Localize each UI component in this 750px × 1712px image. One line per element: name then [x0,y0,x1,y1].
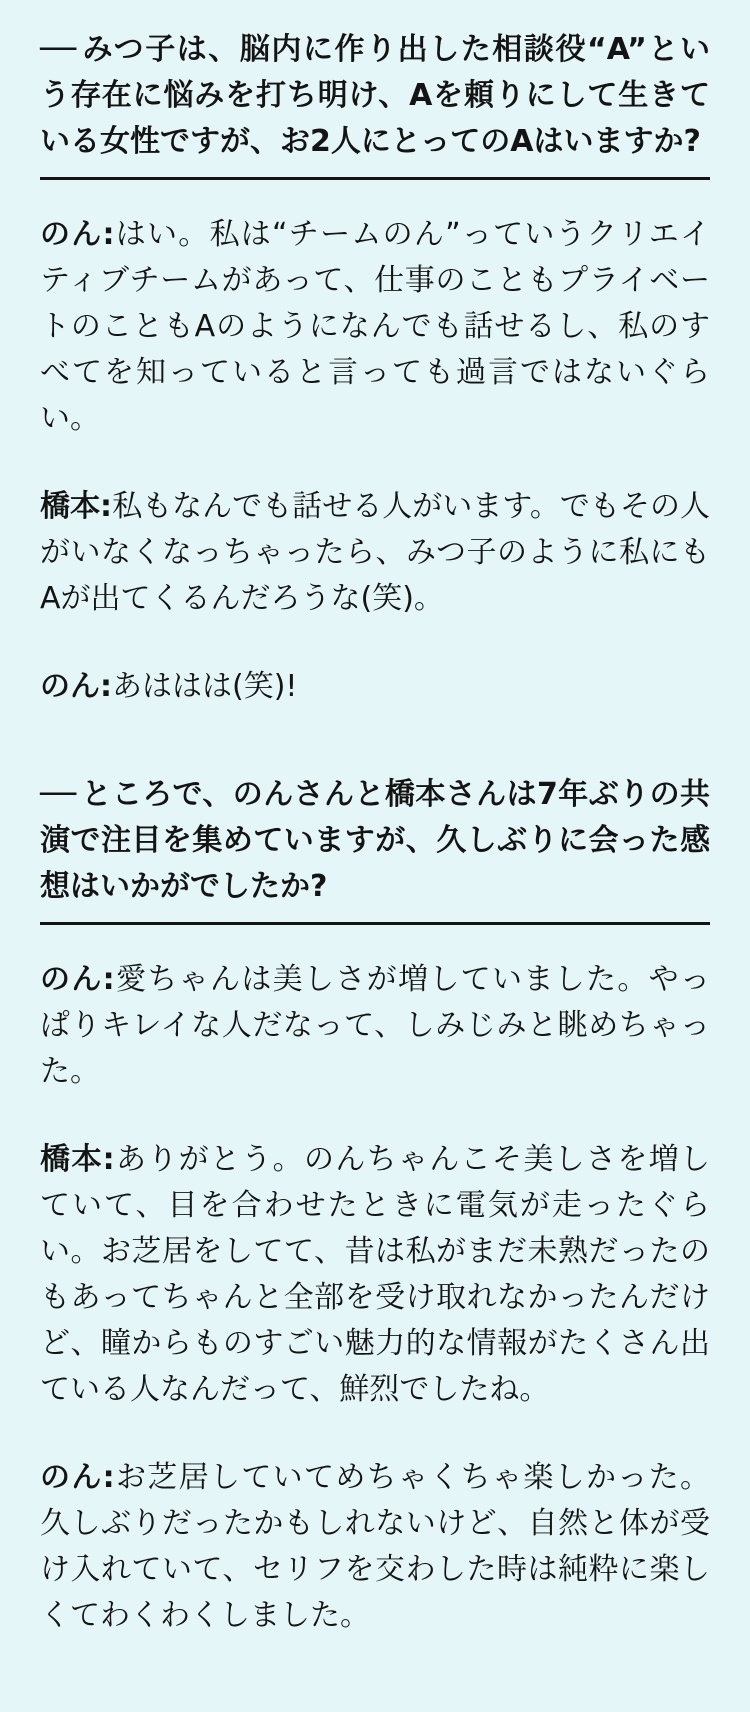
answer-text: はい。私は“チームのん”っていうクリエイティブチームがあって、仕事のこともプライベートのこともAのようになんでも話せるし、私のすべてを知っていると言っても過言ではないぐらい。 [40,217,711,436]
speaker-colon: : [102,1460,115,1495]
question-text: みつ子は、脳内に作り出した相談役“A”という存在に悩みを打ち明け、Aを頼りにして生きている女性ですが、お2人にとってのAはいますか? [40,32,710,159]
answer-paragraph [40,957,710,1095]
question-text: ところで、のんさんと橋本さんは7年ぶりの共演で注目を集めていますが、久しぶりに会った感想はいかがでしたか? [40,777,710,904]
speaker-name: のん [40,217,103,252]
answer-text: お芝居していてめちゃくちゃ楽しかった。久しぶりだったかもしれないけど、自然と体が受け入れていて、セリフを交わした時は純粋に楽しくてわくわくしました。 [40,1460,711,1633]
question-dash: ── [40,777,77,812]
interviewer-question-2 [40,772,710,910]
interviewer-question-1 [40,27,710,165]
answer-text: 愛ちゃんは美しさが増していました。やっぱりキレイな人だなって、しみじみと眺めちゃった。 [40,962,711,1089]
answer-paragraph [40,212,710,442]
speaker-colon: : [100,489,113,524]
question-divider [40,922,710,925]
answer-text: あははは(笑)! [112,669,298,704]
answer-paragraph [40,1455,710,1639]
speaker-name: のん [40,669,100,704]
speaker-name: のん [40,1460,103,1495]
answer-paragraph [40,1137,710,1413]
qa-section-1 [40,27,710,710]
answer-text: 私もなんでも話せる人がいます。でもその人がいなくなっちゃったら、みつ子のように私にもAが出てくるんだろうな(笑)。 [40,489,711,616]
answer-paragraph [40,484,710,622]
speaker-colon: : [102,217,115,252]
speaker-name: のん [40,962,103,997]
speaker-name: 橋本 [40,489,101,524]
question-dash: ── [40,32,77,67]
speaker-name: 橋本 [40,1142,103,1177]
speaker-colon: : [100,669,112,704]
answer-paragraph [40,664,710,710]
qa-section-2 [40,772,710,1639]
speaker-colon: : [102,962,115,997]
answer-text: ありがとう。のんちゃんこそ美しさを増していて、目を合わせたときに電気が走ったぐらい。お芝居をしてて、昔は私がまだ未熟だったのもあってちゃんと全部を受け取れなかったんだけど、瞳からものすごい魅力的な情報がたくさん出ている人なんだって、鮮烈でしたね。 [40,1142,711,1407]
speaker-colon: : [102,1142,115,1177]
question-divider [40,177,710,180]
